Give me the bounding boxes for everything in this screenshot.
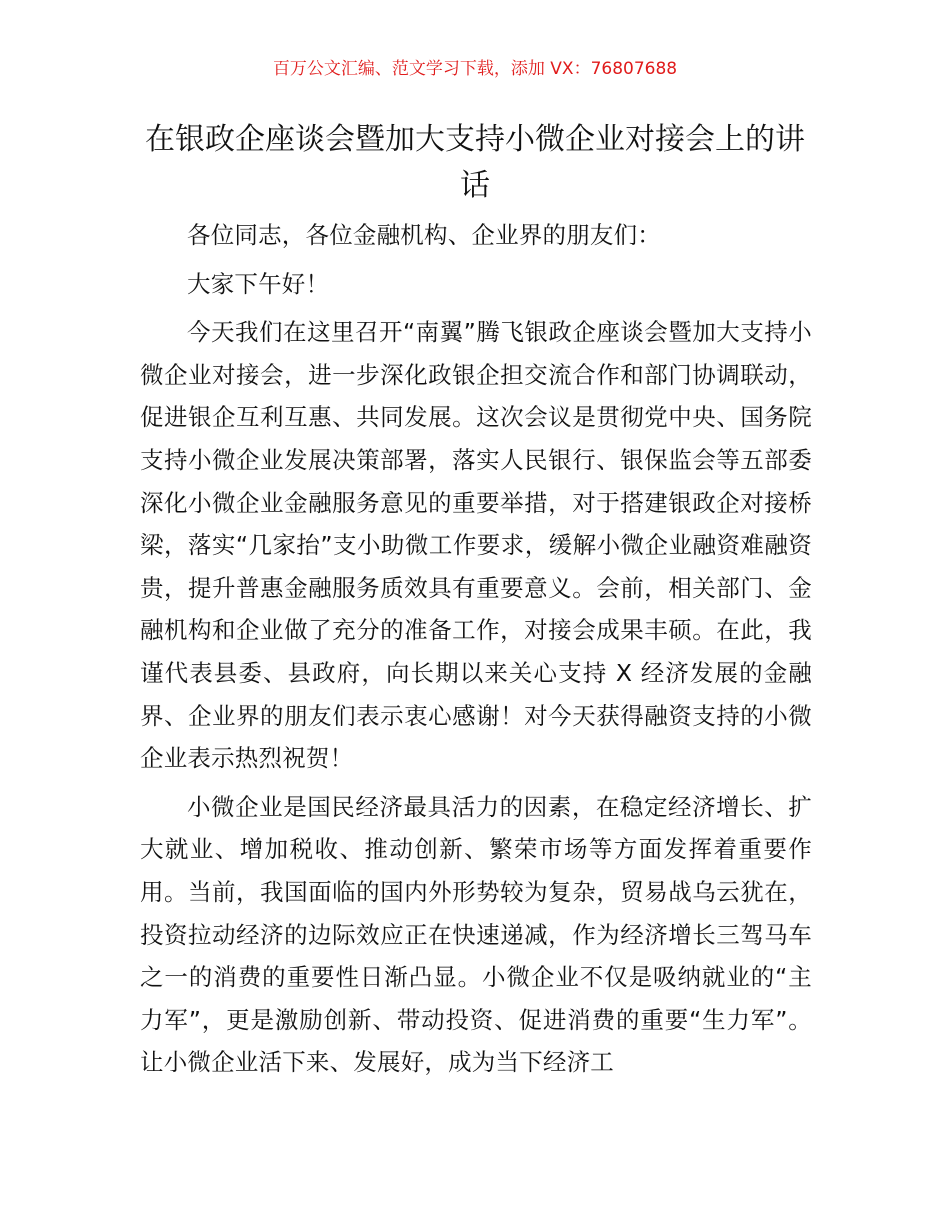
document-title: 在银政企座谈会暨加大支持小微企业对接会上的讲话 <box>145 122 805 203</box>
body-paragraph: 小微企业是国民经济最具活力的因素，在稳定经济增长、扩大就业、增加税收、推动创新、繁荣市场等方面发挥着重要作用。当前，我国面临的国内外形势较为复杂，贸易战乌云犹在，投资拉动经济的边际效应正在快速递减，作为经济增长三驾马车之一的消费的重要性日渐凸显。小微企业不仅是吸纳就业的“主力军”，更是激励创新、带动投资、促进消费的重要“生力军”。让小微企业活下来、发展好，成为当下经济工 <box>140 792 812 1077</box>
body-paragraph: 今天我们在这里召开“南翼”腾飞银政企座谈会暨加大支持小微企业对接会，进一步深化政银企担交流合作和部门协调联动，促进银企互利互惠、共同发展。这次会议是贯彻党中央、国务院支持小微企业发展决策部署，落实人民银行、银保监会等五部委深化小微企业金融服务意见的重要举措，对于搭建银政企对接桥梁，落实“几家抬”支小助微工作要求，缓解小微企业融资难融资贵，提升普惠金融服务质效具有重要意义。会前，相关部门、金融机构和企业做了充分的准备工作，对接会成果丰硕。在此，我谨代表县委、县政府，向长期以来关心支持 X 经济发展的金融界、企业界的朋友们表示衷心感谢！对今天获得融资支持的小微企业表示热烈祝贺！ <box>140 318 812 773</box>
header-watermark-note: 百万公文汇编、范文学习下载，添加 VX：76807688 <box>272 59 678 79</box>
document-body <box>140 214 812 1090</box>
salutation: 各位同志，各位金融机构、企业界的朋友们： <box>187 221 661 249</box>
greeting: 大家下午好！ <box>187 269 330 298</box>
